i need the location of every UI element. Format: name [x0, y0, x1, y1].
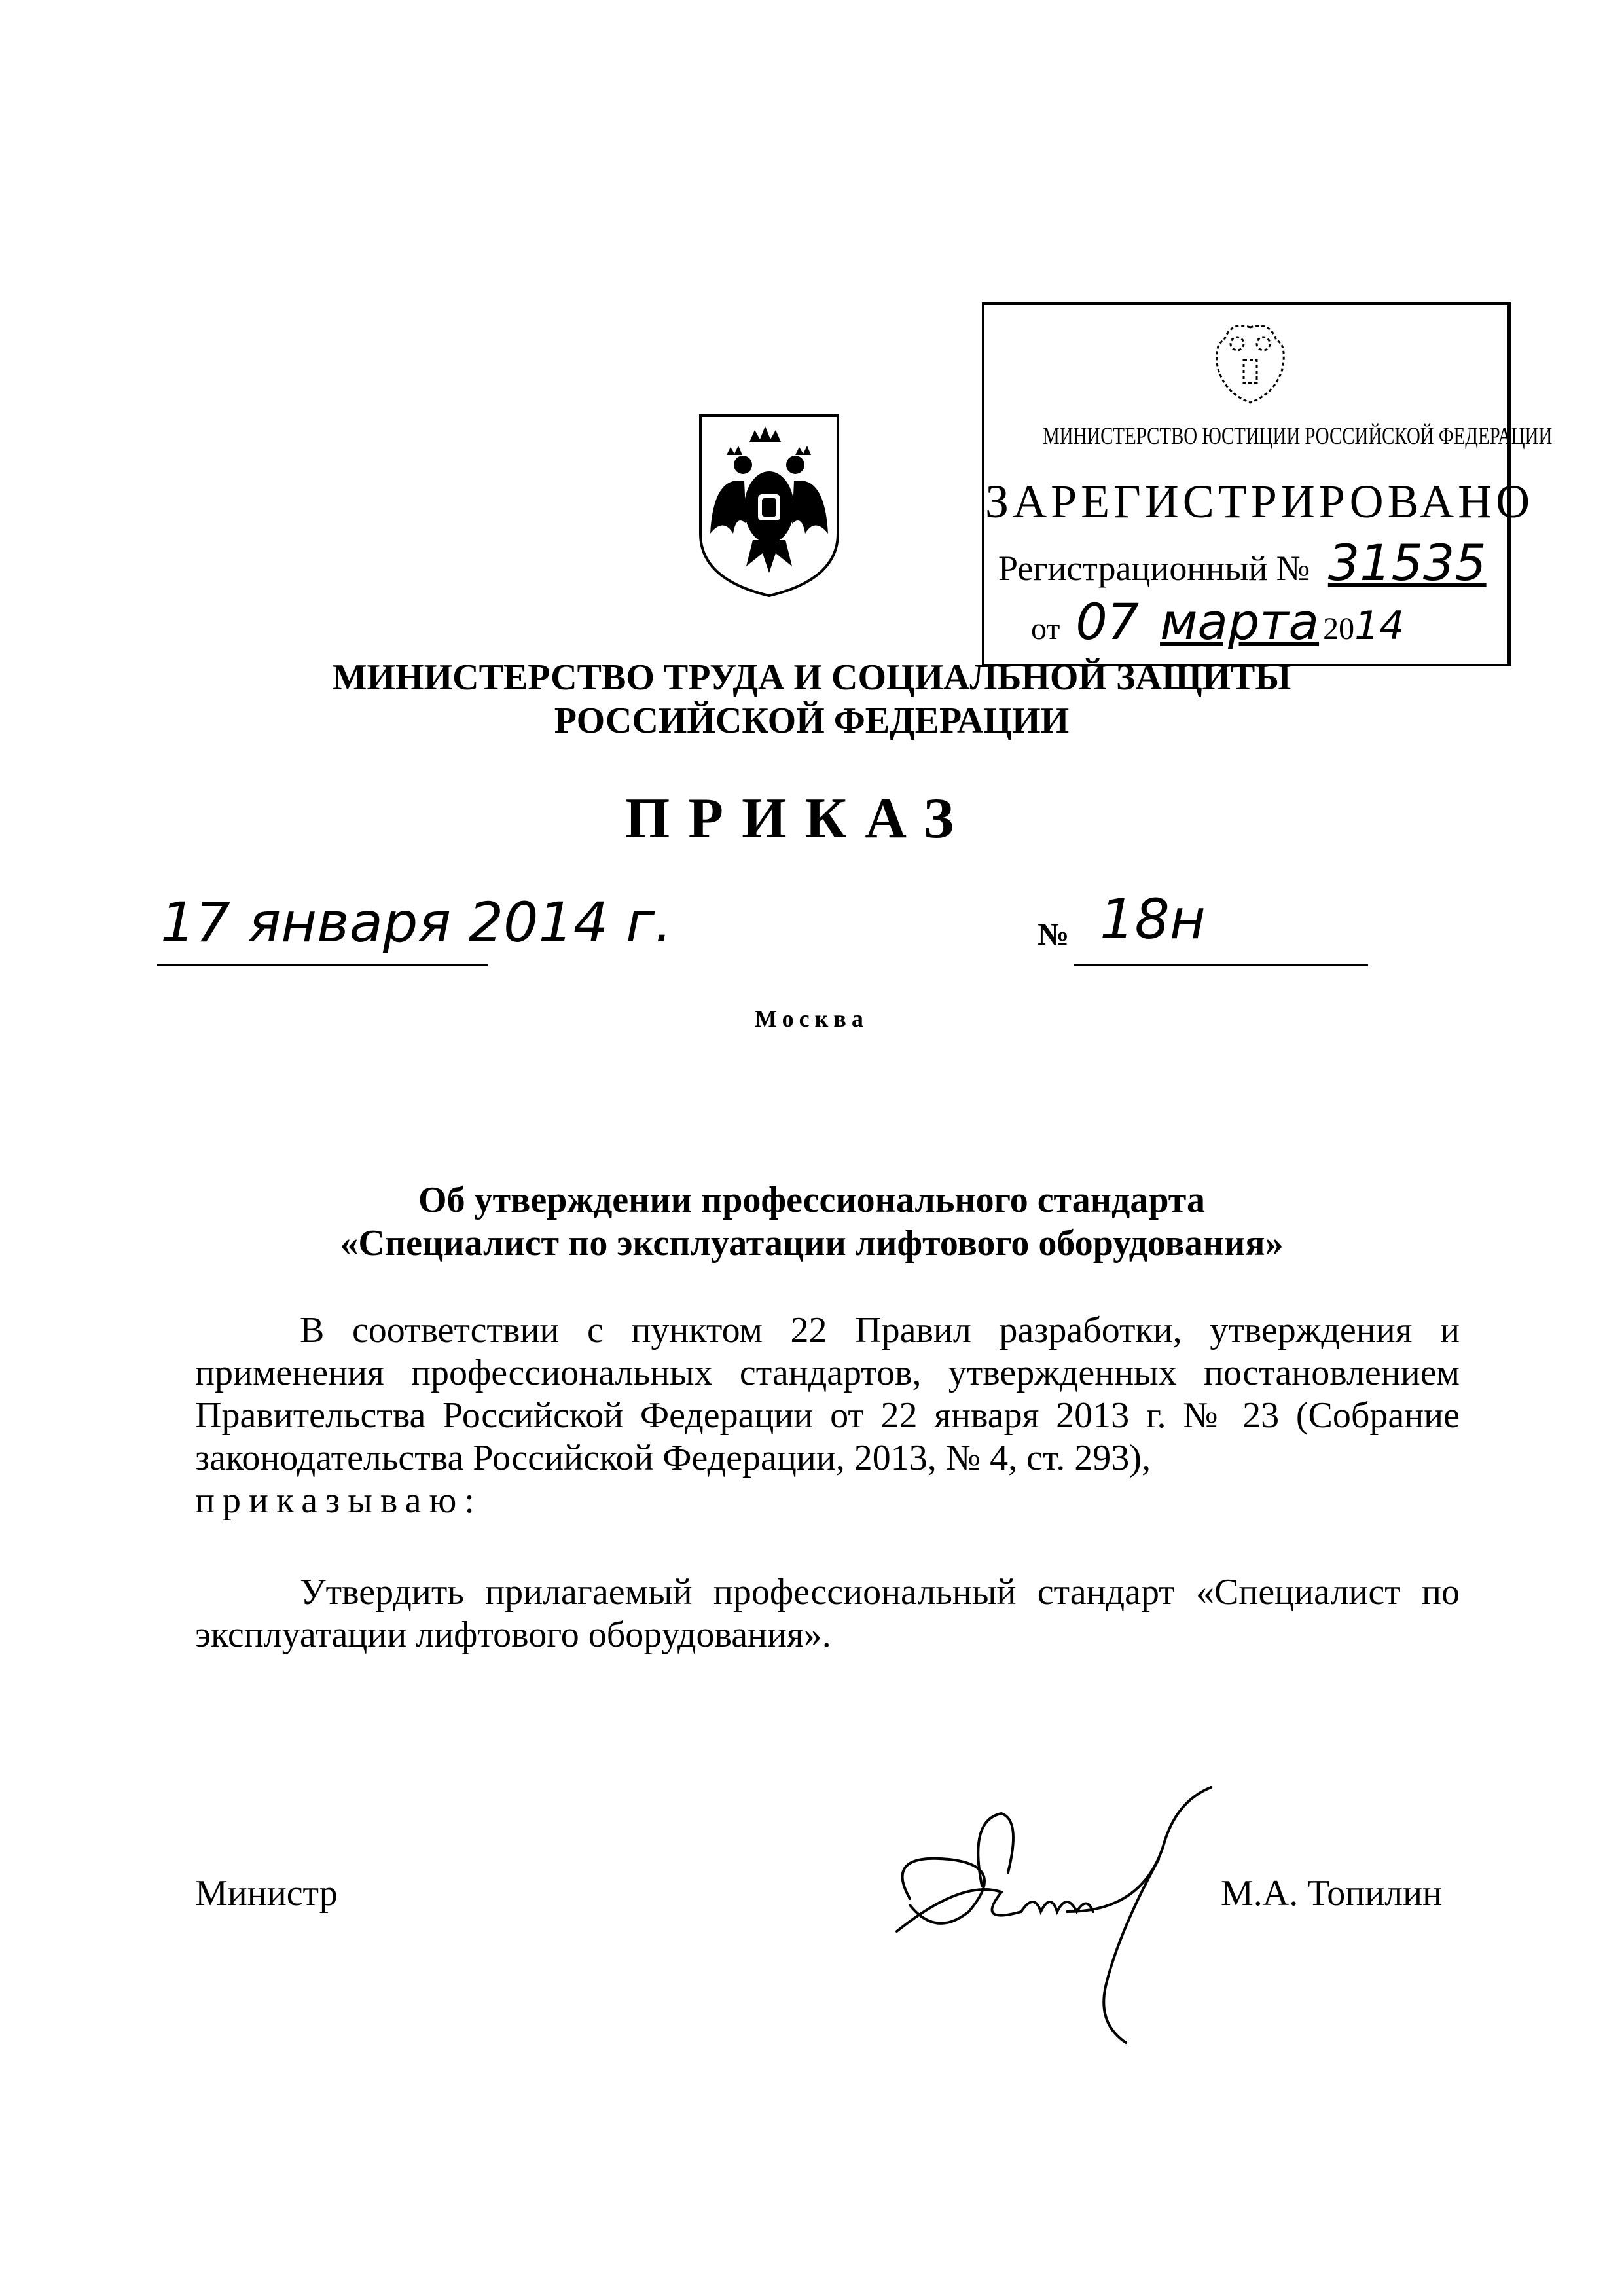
preamble-text: В соответствии с пунктом 22 Правил разработки, утверждения и применения профессиональных стандартов, утвержденных постановлением Правительства Российской Федерации от 22 января 2013 г. № 23 (Собрание законодательства Российской Федерации, 2013, № 4, ст. 293),	[195, 1310, 1460, 1478]
signer-name: М.А. Топилин	[1221, 1873, 1443, 1914]
stamp-date-year-suffix: 14	[1354, 603, 1405, 649]
order-number: 18н	[1100, 887, 1206, 951]
stamp-date-day: 07	[1075, 592, 1140, 651]
signer-title: Министр	[195, 1873, 338, 1914]
stamp-ministry-text: МИНИСТЕРСТВО ЮСТИЦИИ РОССИЙСКОЙ ФЕДЕРАЦИИ	[1043, 423, 1553, 450]
stamp-date-row	[1031, 592, 1404, 651]
stamp-reg-label: Регистрационный №	[998, 549, 1310, 588]
stamp-date-month: марта	[1160, 592, 1320, 651]
stamp-registered-text: ЗАРЕГИСТРИРОВАНО	[985, 475, 1534, 528]
ministry-title	[275, 656, 1348, 742]
ministry-title-line1: МИНИСТЕРСТВО ТРУДА И СОЦИАЛЬНОЙ ЗАЩИТЫ	[332, 657, 1291, 698]
order-subject-line1: Об утверждении профессионального стандарта	[418, 1180, 1205, 1220]
order-number-label: №	[1038, 917, 1070, 952]
stamp-reg-number: 31535	[1327, 534, 1487, 592]
order-city: Москва	[755, 1006, 869, 1032]
ministry-title-line2: РОССИЙСКОЙ ФЕДЕРАЦИИ	[554, 701, 1070, 741]
stamp-emblem-icon	[1191, 314, 1309, 412]
preamble-paragraph	[195, 1309, 1460, 1522]
order-subject-line2: «Специалист по эксплуатации лифтового оборудования»	[340, 1223, 1284, 1264]
stamp-date-year-prefix: 20	[1323, 611, 1355, 646]
stamp-registration-row	[998, 534, 1487, 592]
order-date: 17 января 2014 г.	[160, 890, 672, 955]
document-type: ПРИКАЗ	[624, 787, 973, 850]
order-word: приказываю:	[195, 1480, 482, 1521]
stamp-date-prefix: от	[1031, 611, 1060, 646]
decree-paragraph: Утвердить прилагаемый профессиональный стандарт «Специалист по эксплуатации лифтового оборудования».	[195, 1572, 1460, 1655]
coat-of-arms-emblem	[687, 403, 851, 599]
order-subject	[157, 1178, 1466, 1265]
